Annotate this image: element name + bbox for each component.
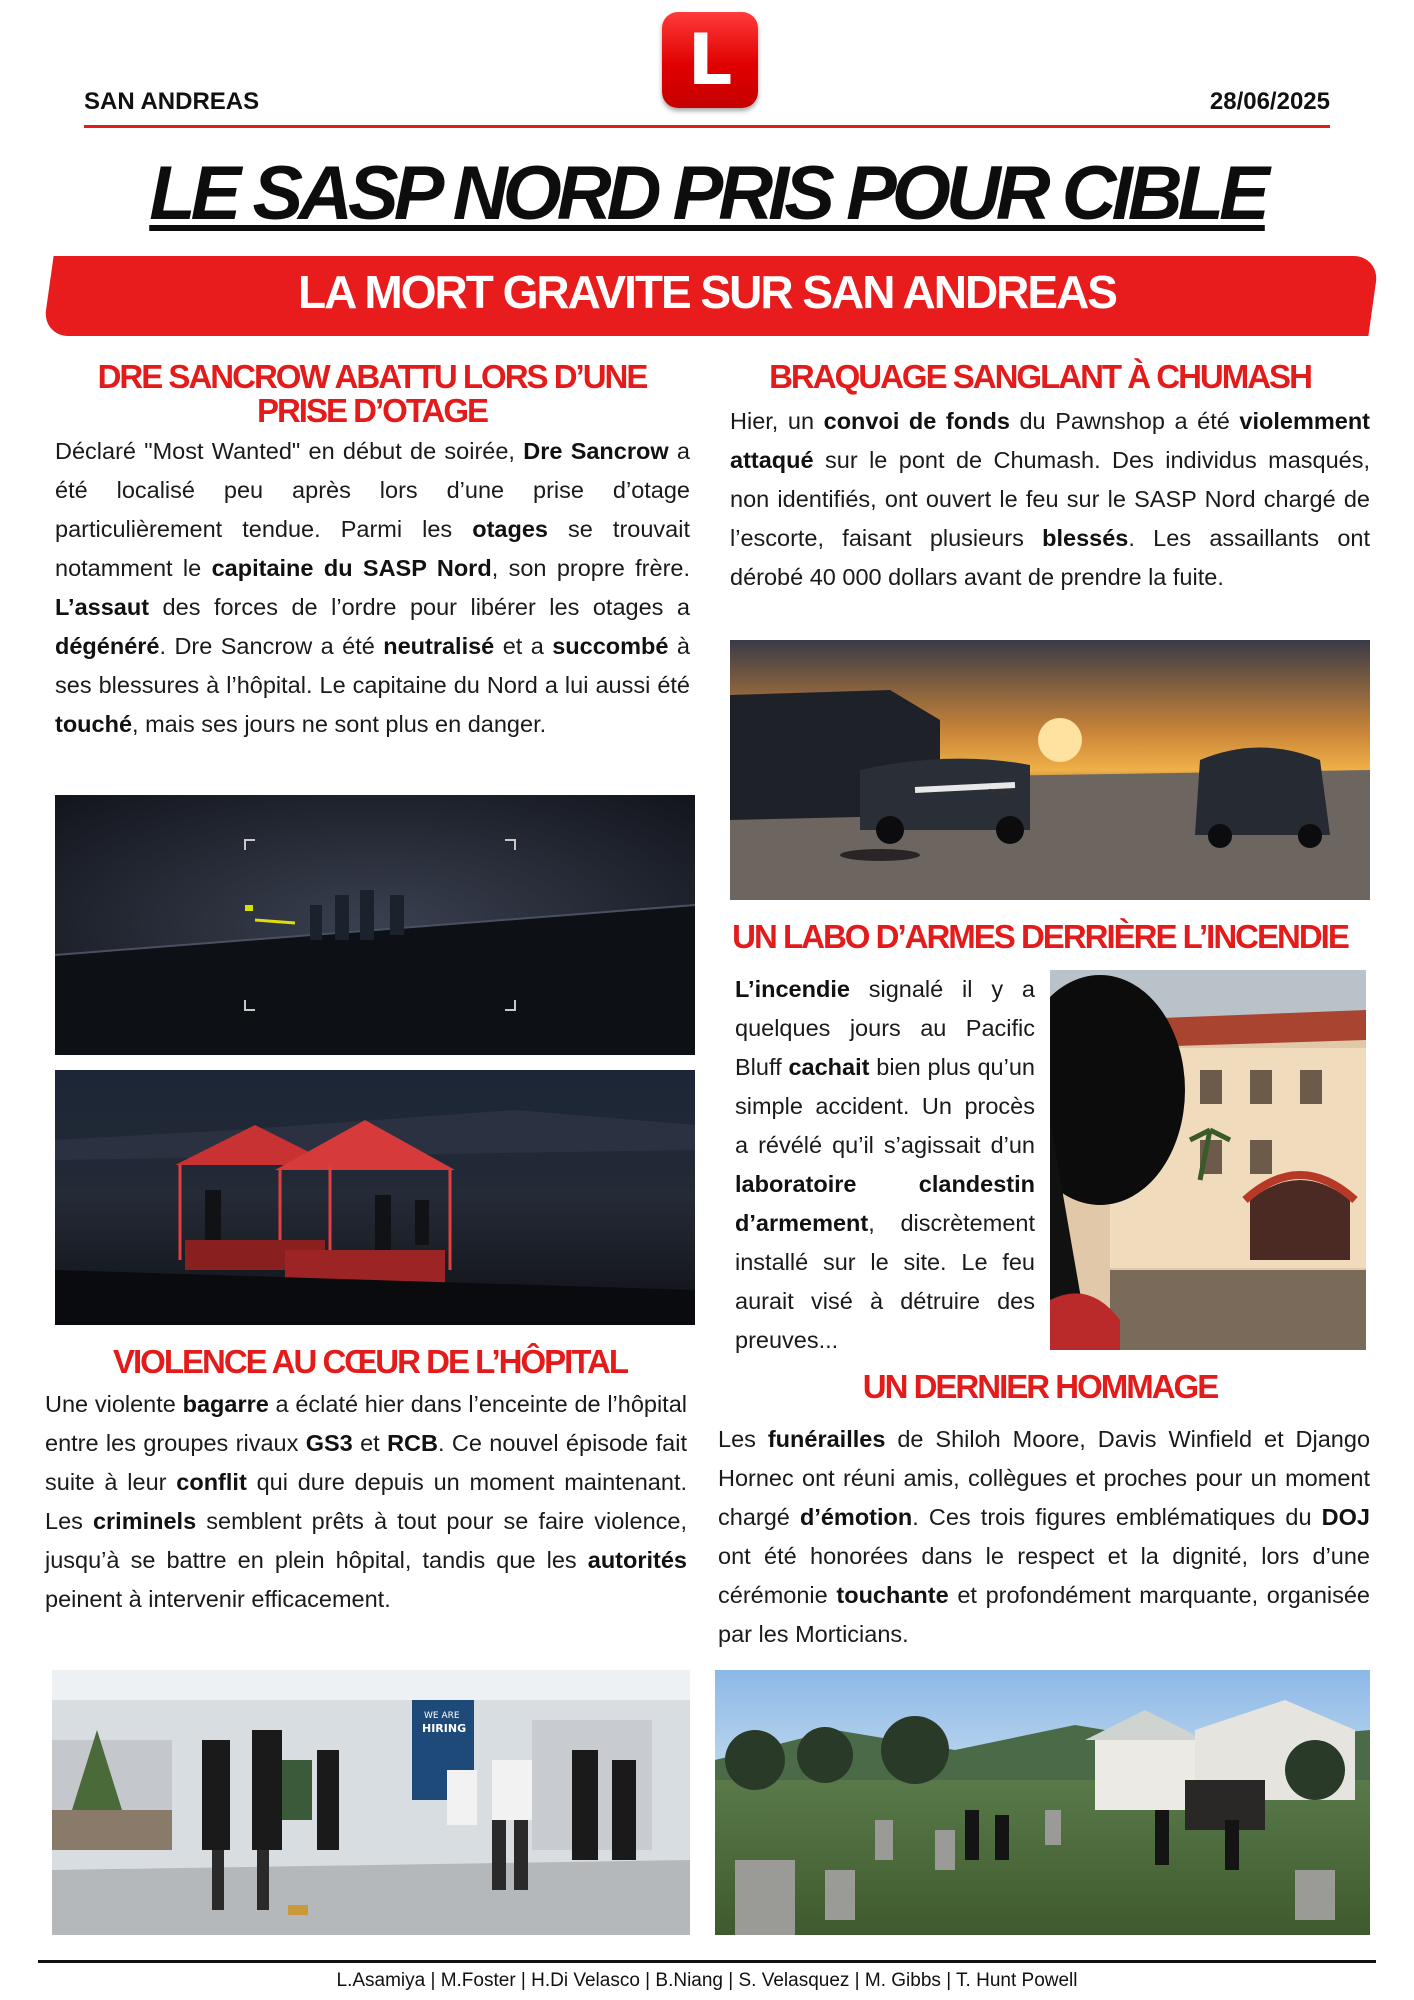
- emphasis-text: L’assaut: [55, 594, 150, 620]
- article-title-sancrow-line2: PRISE D’OTAGE: [256, 392, 488, 429]
- emphasis-text: L’incendie: [735, 976, 850, 1002]
- emphasis-text: funérailles: [767, 1426, 886, 1452]
- body-text: . Ce nouvel épisode fait suite à leur: [45, 1430, 687, 1495]
- body-text: Hier, un: [730, 408, 824, 434]
- body-text: Les: [718, 1426, 768, 1452]
- region-label: SAN ANDREAS: [84, 88, 260, 115]
- body-text: . Dre Sancrow a été: [159, 633, 384, 659]
- author-credits: L.Asamiya | M.Foster | H.Di Velasco | B.Niang | S. Velasquez | M. Gibbs | T. Hunt Powell: [336, 1970, 1078, 1991]
- issue-date: 28/06/2025: [1209, 88, 1330, 115]
- body-text: , mais ses jours ne sont plus en danger.: [132, 711, 547, 737]
- body-text: ont été honorées dans le respect et la dignité, lors d’une cérémonie: [718, 1543, 1370, 1608]
- body-text: bien plus qu’un simple accident. Un procès a révélé qu’il s’agissait d’un: [735, 1054, 1035, 1158]
- emphasis-text: d’émotion: [799, 1504, 913, 1530]
- emphasis-text: conflit: [176, 1469, 247, 1495]
- body-text: et profondément marquante, organisée par les Morticians.: [718, 1582, 1371, 1647]
- emphasis-text: laboratoire clandestin d’armement: [735, 1171, 1035, 1236]
- emphasis-text: DOJ: [1321, 1504, 1370, 1530]
- body-text: . Ces trois figures emblématiques du: [912, 1504, 1322, 1530]
- body-text: sur le pont de Chumash. Des individus masqués, non identifiés, ont ouvert le feu sur le SASP Nord chargé de l’escorte, faisant plusieurs: [730, 447, 1370, 551]
- header-divider: [84, 125, 1330, 128]
- photo-red-tents: [55, 1070, 695, 1325]
- emphasis-text: blessés: [1042, 525, 1129, 551]
- emphasis-text: bagarre: [182, 1391, 269, 1417]
- article-body-hommage: [718, 1420, 1370, 1654]
- body-text: de Shiloh Moore, Davis Winfield et Django Hornec ont réuni amis, collègues et proches pour un moment chargé: [718, 1426, 1371, 1530]
- article-body-braquage: [730, 402, 1370, 597]
- body-text: Déclaré "Most Wanted" en début de soirée,: [55, 438, 524, 464]
- emphasis-text: capitaine du SASP Nord: [211, 555, 492, 581]
- body-text: se trouvait notamment le: [55, 516, 690, 581]
- article-title-braquage: BRAQUAGE SANGLANT À CHUMASH: [769, 358, 1311, 395]
- emphasis-text: dégénéré: [55, 633, 160, 659]
- body-text: signalé il y a quelques jours au Pacific Bluff: [735, 976, 1035, 1080]
- body-text: et: [352, 1430, 388, 1456]
- body-text: qui dure depuis un moment maintenant. Les: [45, 1469, 688, 1534]
- article-title-sancrow: [52, 360, 692, 428]
- emphasis-text: violemment attaqué: [730, 408, 1370, 473]
- emphasis-text: cachait: [788, 1054, 870, 1080]
- emphasis-text: succombé: [552, 633, 669, 659]
- body-text: , discrètement installé sur le site. Le feu aurait visé à détruire des preuves...: [735, 1210, 1035, 1353]
- photo-hospital-brawl: [52, 1670, 690, 1935]
- police-door-text: POLICE: [988, 788, 1017, 797]
- emphasis-text: convoi de fonds: [823, 408, 1010, 434]
- body-text: et a: [494, 633, 553, 659]
- body-text: à ses blessures à l’hôpital. Le capitaine du Nord a lui aussi été: [55, 633, 690, 698]
- photo-chumash-convoy: [730, 640, 1370, 900]
- body-text: des forces de l’ordre pour libérer les otages a: [149, 594, 690, 620]
- photo-funeral-cemetery: [715, 1670, 1370, 1935]
- emphasis-text: autorités: [587, 1547, 687, 1573]
- photo-hostage-night: [55, 795, 695, 1055]
- hiring-poster-line2: HIRING: [422, 1722, 467, 1735]
- emphasis-text: criminels: [92, 1508, 197, 1534]
- body-text: Une violente: [45, 1391, 183, 1417]
- article-title-labo: UN LABO D’ARMES DERRIÈRE L’INCENDIE: [732, 918, 1348, 955]
- emphasis-text: Dre Sancrow: [523, 438, 669, 464]
- photo-pacific-bluff-building: [1050, 970, 1366, 1350]
- article-body-hopital: [45, 1385, 687, 1619]
- footer-divider: [38, 1960, 1376, 1963]
- newspaper-logo: [662, 12, 758, 108]
- article-body-labo: [735, 970, 1035, 1360]
- emphasis-text: GS3: [305, 1430, 353, 1456]
- logo-letter: L: [687, 19, 733, 101]
- hiring-poster-line1: WE ARE: [424, 1711, 460, 1721]
- main-headline: [0, 150, 1414, 237]
- emphasis-text: neutralisé: [383, 633, 495, 659]
- body-text: , son propre frère.: [491, 555, 690, 581]
- body-text: . Les assaillants ont dérobé 40 000 dollars avant de prendre la fuite.: [730, 525, 1370, 590]
- body-text: a été localisé peu après lors d’une prise d’otage particulièrement tendue. Parmi les: [55, 438, 690, 542]
- article-body-sancrow: [55, 432, 690, 744]
- main-headline-text: LE SASP NORD PRIS POUR CIBLE: [149, 151, 1265, 236]
- body-text: semblent prêts à tout pour se faire violence, jusqu’à se battre en plein hôpital, tandis que les: [45, 1508, 687, 1573]
- body-text: a éclaté hier dans l’enceinte de l’hôpital entre les groupes rivaux: [45, 1391, 688, 1456]
- article-title-hopital: VIOLENCE AU CŒUR DE L’HÔPITAL: [112, 1343, 628, 1380]
- emphasis-text: otages: [472, 516, 548, 542]
- article-title-hommage: UN DERNIER HOMMAGE: [862, 1368, 1218, 1405]
- emphasis-text: RCB: [387, 1430, 438, 1456]
- article-title-sancrow-line1: DRE SANCROW ABATTU LORS D’UNE: [97, 358, 647, 395]
- body-text: du Pawnshop a été: [1009, 408, 1240, 434]
- banner-subtitle: LA MORT GRAVITE SUR SAN ANDREAS: [298, 266, 1116, 318]
- body-text: peinent à intervenir efficacement.: [45, 1586, 391, 1612]
- emphasis-text: touché: [55, 711, 133, 737]
- emphasis-text: touchante: [836, 1582, 949, 1608]
